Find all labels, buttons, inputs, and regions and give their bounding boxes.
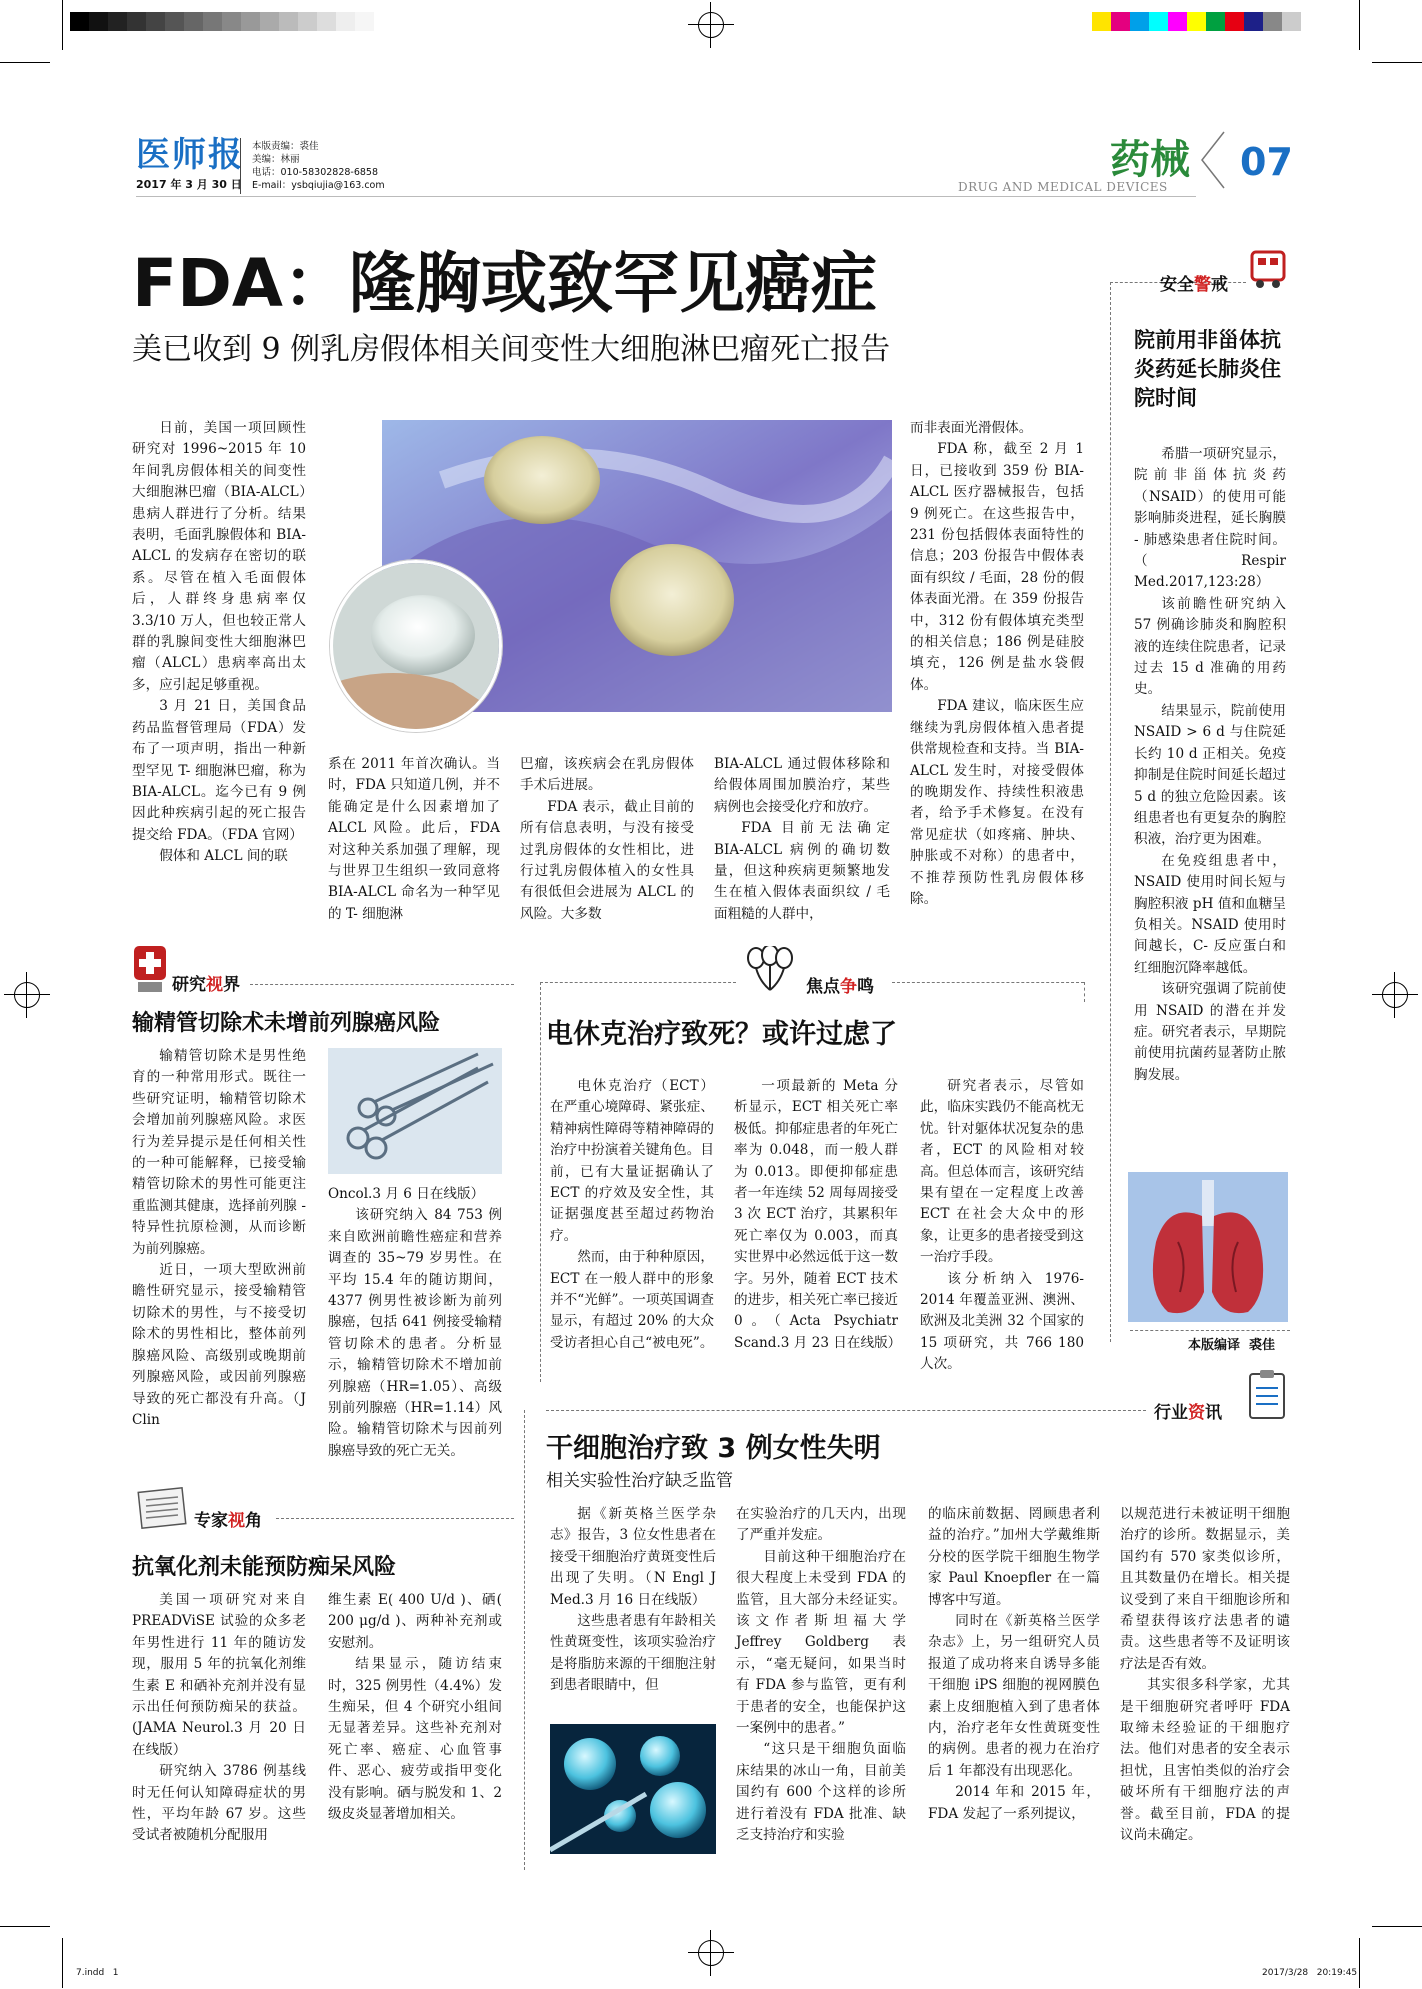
editor-line: 本版责编：裘佳 [252, 141, 319, 152]
expert-rule [276, 1518, 514, 1519]
header-rule [136, 196, 1196, 197]
stem-cell-illustration [550, 1724, 716, 1854]
main-subtitle: 美已收到 9 例乳房假体相关间变性大细胞淋巴瘤死亡报告 [132, 332, 891, 367]
paragraph: 一项最新的 Meta 分析显示，ECT 相关死亡率极低。抑郁症患者的年死亡率为 0.048，而一般人群为 0.013。即便抑郁症患者一年连续 52 周每周接受 3 次 ECT 治疗，其累积年死亡率仅为 0.003，而真实世界中必然远低于这一数字。另外，随着 ECT 技术的进步，相关死亡率已接近 0。（Acta Psychiatr Scand.3 月 23 日在线版） [734, 1078, 902, 1351]
registration-mark-right [1372, 972, 1418, 1018]
industry-col-2 [736, 1504, 906, 1847]
label-accent: 警 [1194, 275, 1211, 295]
paragraph: 目前这种干细胞治疗在很大程度上未受到 FDA 的监管，且大部分未经证实。该文作者斯坦福大学 Jeffrey Goldberg 表示，“毫无疑问，如果当时有 FDA 参与监管，更有利于患者的安全，也能保护这一案例中的患者。” [736, 1548, 906, 1737]
main-col-2 [328, 754, 500, 925]
paragraph: 该前瞻性研究纳入 57 例确诊肺炎和胸腔积液的连续住院患者，记录过去 15 d 准确的用药史。 [1134, 595, 1286, 698]
registration-mark-left [4, 972, 50, 1018]
paragraph: 结果显示，随访结束时，325 例男性（4.4%）发生痴呆，但 4 个研究小组间无显著差异。这些补充剂对死亡率、癌症、心血管事件、恶心、疲劳或指甲变化没有影响。硒与脱发和 1、2 级皮炎显著增加相关。 [328, 1656, 502, 1823]
registration-mark-bottom [688, 1930, 734, 1976]
research-rule [250, 984, 514, 985]
label-text: 鸣 [857, 977, 874, 997]
grayscale-bar [70, 12, 410, 31]
industry-col-1 [550, 1504, 716, 1697]
paragraph: 3 月 21 日，美国食品药品监督管理局（FDA）发布了一项声明，指出一种新型罕见 T- 细胞淋巴瘤，称为 BIA-ALCL。迄今已有 9 例因此种疾病引起的死亡报告提交给 FDA。（FDA 官网） [132, 698, 306, 843]
industry-title: 干细胞治疗致 3 例女性失明 [546, 1433, 881, 1464]
crop-mark [62, 1938, 63, 1988]
lungs-illustration [1128, 1172, 1288, 1322]
section-chevron-icon [1198, 130, 1226, 190]
paragraph: 输精管切除术是男性绝育的一种常用形式。既往一些研究证明，输精管切除术会增加前列腺癌风险。求医行为差异提示是任何相关性的一种可能解释，已接受输精管切除术的男性可能更注重监测其健康，选择前列腺 - 特异性抗原检测，从而诊断为前列腺癌。 [132, 1048, 306, 1257]
paragraph: 这些患者患有年龄相关性黄斑变性，该项实验治疗是将脂肪来源的干细胞注射到患者眼睛中，但 [550, 1613, 716, 1694]
label-text: 讯 [1205, 1403, 1222, 1423]
focus-right-rule [1084, 982, 1085, 1002]
paragraph: 系在 2011 年首次确认。当时，FDA 只知道几例，并不能确定是什么因素增加了 ALCL 风险。此后，FDA 对这种关系加强了理解，现与世界卫生组织一致同意将 BIA-ALCL 命名为一种罕见的 T- 细胞淋 [328, 756, 500, 922]
label-text: 焦点 [806, 977, 840, 997]
label-accent: 视 [206, 975, 223, 995]
industry-col-4 [1120, 1504, 1290, 1847]
main-headline [132, 246, 877, 322]
paragraph: 以规范进行未被证明干细胞治疗的诊所。数据显示，美国约有 570 家类似诊所，且其数量仍在增长。相关提议受到了来自干细胞诊所和希望获得该疗法患者的谴责。这些患者等不及证明该疗法是否有效。 [1120, 1506, 1290, 1672]
sidebar-section-label [1160, 270, 1228, 295]
clipboard-icon [1246, 1368, 1290, 1424]
research-col-2 [328, 1184, 502, 1462]
focus-top-rule-right [892, 982, 1084, 983]
research-col-1 [132, 1046, 306, 1431]
stem-cell-photo [550, 1724, 716, 1854]
sidebar-credit-rule [1130, 1330, 1290, 1331]
editor-info [252, 140, 385, 192]
paragraph: 在实验治疗的几天内，出现了严重并发症。 [736, 1506, 906, 1544]
paragraph: 同时在《新英格兰医学杂志》上，另一组研究人员报道了成功将来自诱导多能干细胞 iPS 细胞的视网膜色素上皮细胞植入到了患者体内，治疗老年女性黄斑变性的病例。患者的视力在治疗后 1 年都没有出现恶化。 [928, 1613, 1100, 1779]
main-col-3 [520, 754, 694, 925]
paragraph: 巴瘤，该疾病会在乳房假体手术后进展。 [520, 756, 694, 794]
crop-mark [1359, 0, 1360, 50]
sidebar-title: 院前用非甾体抗炎药延长肺炎住院时间 [1134, 328, 1281, 410]
paragraph: 其实很多科学家，尤其是干细胞研究者呼吁 FDA 取缔未经验证的干细胞疗法。他们对患者的安全表示担忧，且害怕类似的治疗会破坏所有干细胞疗法的声誉。截至目前，FDA 的提议尚未确定。 [1120, 1677, 1290, 1844]
focus-col-2 [734, 1076, 902, 1354]
label-text: 研究 [172, 975, 206, 995]
masthead-title: 医师报 [136, 135, 244, 175]
paragraph: FDA 目前无法确定 BIA-ALCL 病例的确切数量，但这种疾病更频繁地发生在植入假体表面织纹 / 毛面粗糙的人群中， [714, 820, 890, 922]
focus-col-3 [920, 1076, 1084, 1376]
focus-section-label [806, 972, 874, 997]
main-col-1 [132, 418, 306, 868]
newspaper-icon [136, 1486, 190, 1532]
crop-mark [1372, 1926, 1422, 1927]
label-accent: 争 [840, 977, 857, 997]
industry-section-label [1154, 1398, 1222, 1423]
label-text: 界 [223, 975, 240, 995]
sidebar-left-rule [1110, 282, 1111, 1342]
paragraph: 2014 年和 2015 年，FDA 发起了一系列提议， [928, 1784, 1100, 1822]
registration-mark-top [688, 2, 734, 48]
masthead-divider [240, 138, 241, 194]
paragraph: 该分析纳入 1976-2014 年覆盖亚洲、澳洲、欧洲及北美洲 32 个国家的 15 项研究，共 766 180 人次。 [920, 1270, 1084, 1373]
paragraph: 美国一项研究对来自 PREADViSE 试验的众多老年男性进行 11 年的随访发现，服用 5 年的抗氧化剂维生素 E 和硒补充剂并没有显示出任何预防痴呆的获益。(JAMA Neurol.3 月 20 日在线版） [132, 1592, 306, 1758]
main-col-4 [714, 754, 890, 925]
section-name-en: DRUG AND MEDICAL DEVICES [958, 180, 1168, 194]
label-text: 专家 [194, 1511, 228, 1531]
section-name: 药械 [1110, 137, 1190, 183]
paragraph: 然而，由于种种原因，ECT 在一般人群中的形象并不“光鲜”。一项英国调查显示，有超过 20% 的大众受访者担心自己“被电死”。 [550, 1249, 714, 1351]
surgical-instruments-photo [328, 1048, 502, 1174]
sidebar-credit: 本版编译 裘佳 [1188, 1338, 1276, 1353]
paragraph: 日前，美国一项回顾性研究对 1996~2015 年 10 年间乳房假体相关的间变性大细胞淋巴瘤（BIA-ALCL）患病人群进行了分析。结果表明，毛面乳腺假体和 BIA-ALCL 的发病存在密切的联系。尽管在植入毛面假体后，人群终身患病率仅 3.3/10 万人，但也较正常人群的乳腺间变性大细胞淋巴瘤（ALCL）患病率高出太多，应引起足够重视。 [132, 420, 306, 693]
paragraph: 结果显示，院前使用 NSAID > 6 d 与住院延长约 10 d 正相关。免疫抑制是住院时间延长超过 5 d 的独立危险因素。该组患者也有更复杂的胸腔积液，治疗更为困难。 [1134, 702, 1286, 848]
main-col-5 [910, 418, 1084, 910]
industry-top-rule [546, 1410, 1146, 1411]
paragraph: 据《新英格兰医学杂志》报告，3 位女性患者在接受干细胞治疗黄斑变性后出现了失明。（N Engl J Med.3 月 16 日在线版） [550, 1506, 716, 1608]
focus-col-1 [550, 1076, 714, 1354]
masthead-logo [136, 136, 244, 192]
microphones-icon [736, 946, 804, 994]
silicone-implant-illustration [333, 563, 499, 729]
paragraph: 的临床前数据、罔顾患者利益的治疗。”加州大学戴维斯分校的医学院干细胞生物学家 Paul Knoepfler 在一篇博客中写道。 [928, 1506, 1100, 1608]
editor-line: E-mail：ysbqiujia@163.com [252, 180, 385, 191]
issue-date: 2017 年 3 月 30 日 [136, 178, 242, 191]
color-bar [1092, 12, 1301, 31]
research-title: 输精管切除术未增前列腺癌风险 [132, 1011, 441, 1036]
first-aid-icon [132, 944, 168, 996]
editor-line: 电话：010-58302828-6858 [252, 167, 379, 178]
editor-line: 美编：林丽 [252, 154, 300, 165]
paragraph: “这只是干细胞负面临床结果的冰山一角，目前美国约有 600 个这样的诊所进行着没有 FDA 批准、缺乏支持治疗和实验 [736, 1741, 906, 1844]
paragraph: 维生素 E( 400 U/d )、硒( 200 μg/d )、两种补充剂或安慰剂。 [328, 1592, 502, 1651]
label-text: 角 [245, 1511, 262, 1531]
instruments-illustration [328, 1048, 502, 1174]
crop-mark [1372, 62, 1422, 63]
label-text: 行业 [1154, 1403, 1188, 1423]
lungs-photo [1128, 1172, 1288, 1322]
crop-mark [1359, 1938, 1360, 1988]
industry-left-rule [524, 1410, 525, 1870]
paragraph: FDA 表示，截止目前的所有信息表明，与没有接受过乳房假体的女性相比，进行过乳房假体植入的女性具有很低但会进展为 ALCL 的风险。大多数 [520, 798, 694, 922]
label-text: 安全 [1160, 275, 1194, 295]
paragraph: 近日，一项大型欧洲前瞻性研究显示，接受输精管切除术的男性，与不接受切除术的男性相比，整体前列腺癌风险、高级别或晚期前列腺癌风险，或因前列腺癌导致的死亡都没有升高。（J Clin [132, 1262, 306, 1428]
headline-cn: ：隆胸或致罕见癌症 [282, 245, 877, 322]
industry-col-3 [928, 1504, 1100, 1825]
paragraph: 该研究强调了院前使用 NSAID 的潜在并发症。研究者表示，早期院前使用抗菌药显著防止脓胸发展。 [1134, 981, 1286, 1083]
label-accent: 资 [1188, 1403, 1205, 1423]
ambulance-icon [1248, 246, 1288, 290]
paragraph: BIA-ALCL 通过假体移除和给假体周围加膜治疗，某些病例也会接受化疗和放疗。 [714, 756, 890, 815]
silicone-implant-photo [330, 560, 502, 732]
paragraph: 研究者表示，尽管如此，临床实践仍不能高枕无忧。针对躯体状况复杂的患者，ECT 的风险相对较高。但总体而言，该研究结果有望在一定程度上改善 ECT 在社会大众中的形象，让更多的患者接受到这一治疗手段。 [920, 1078, 1084, 1266]
industry-subtitle: 相关实验性治疗缺乏监管 [546, 1471, 733, 1491]
focus-top-rule-left [540, 982, 736, 983]
expert-section-label [194, 1506, 262, 1531]
paragraph: 希腊一项研究显示，院前非甾体抗炎药（NSAID）的使用可能影响肺炎进程，延长胸膜 - 肺感染患者住院时间。（Respir Med.2017,123:28） [1134, 446, 1286, 591]
paragraph: 假体和 ALCL 间的联 [159, 848, 288, 865]
crop-mark [62, 0, 63, 50]
focus-left-rule [540, 982, 541, 1382]
focus-title: 电休克治疗致死？或许过虑了 [546, 1019, 897, 1050]
paragraph: 在免疫组患者中，NSAID 使用时间长短与胸腔积液 pH 值和血糖呈负相关。NSAID 使用时间越长，C- 反应蛋白和红细胞沉降率越低。 [1134, 852, 1286, 976]
research-section-label [172, 970, 240, 995]
expert-col-1 [132, 1590, 306, 1847]
expert-col-2 [328, 1590, 502, 1825]
page-number: 07 [1240, 140, 1293, 184]
paragraph: 该研究纳入 84 753 例来自欧洲前瞻性癌症和营养调查的 35~79 岁男性。在平均 15.4 年的随访期间，4377 例男性被诊断为前列腺癌，包括 641 例接受输精管切除术的患者。分析显示，输精管切除术不增加前列腺癌（HR=1.05）、高级别前列腺癌（HR=1.14）风险。输精管切除术与因前列腺癌导致的死亡无关。 [328, 1207, 502, 1459]
paragraph: Oncol.3 月 6 日在线版） [328, 1186, 485, 1202]
label-accent: 视 [228, 1511, 245, 1531]
crop-mark [0, 62, 50, 63]
paragraph: 电休克治疗（ECT）在严重心境障碍、紧张症、精神病性障碍等精神障碍的治疗中扮演着关键角色。目前，已有大量证据确认了 ECT 的疗效及安全性，其证据强度甚至超过药物治疗。 [550, 1078, 714, 1244]
crop-mark [0, 1926, 50, 1927]
paragraph: FDA 称，截至 2 月 1 日，已接收到 359 份 BIA-ALCL 医疗器械报告，包括 9 例死亡。在这些报告中，231 份包括假体表面特性的信息；203 份报告中假体表面有织纹 / 毛面，28 份的假体表面光滑。在 359 份报告中，312 份有假体填充类型的相关信息；186 例是硅胶填充，126 例是盐水袋假体。 [910, 441, 1084, 693]
timestamp-slug: 2017/3/28 20:19:45 [1262, 1968, 1358, 1978]
paragraph: 而非表面光滑假体。 [910, 420, 1033, 436]
file-slug: 7.indd 1 [76, 1968, 119, 1978]
expert-title: 抗氧化剂未能预防痴呆风险 [132, 1555, 397, 1580]
label-text: 戒 [1211, 275, 1228, 295]
headline-latin: FDA [132, 245, 283, 322]
sidebar-body [1134, 444, 1286, 1086]
paragraph: FDA 建议，临床医生应继续为乳房假体植入患者提供常规检查和支持。当 BIA-ALCL 发生时，对接受假体的晚期发作、持续性积液患者，给予手术修复。在没有常见症状（如疼痛、肿块、肿胀或不对称）的患者中，不推荐预防性乳房假体移除。 [910, 698, 1084, 907]
paragraph: 研究纳入 3786 例基线时无任何认知障碍症状的男性，平均年龄 67 岁。这些受试者被随机分配服用 [132, 1763, 306, 1844]
